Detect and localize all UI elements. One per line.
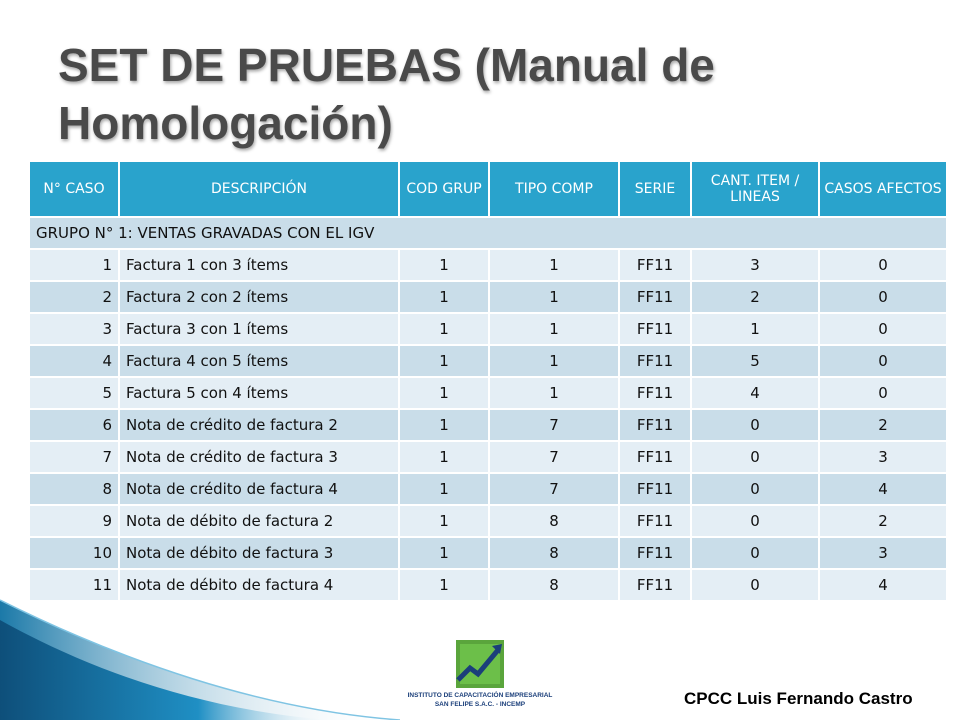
- table-cell: 0: [691, 505, 819, 537]
- table-cell: 11: [29, 569, 119, 601]
- table-cell: 3: [691, 249, 819, 281]
- table-cell: 2: [819, 409, 947, 441]
- decorative-swoosh: [0, 560, 400, 720]
- table-cell: 4: [29, 345, 119, 377]
- table-cell: Factura 5 con 4 ítems: [119, 377, 399, 409]
- table-cell: Factura 1 con 3 ítems: [119, 249, 399, 281]
- table-cell: 2: [819, 505, 947, 537]
- table-cell: Nota de crédito de factura 3: [119, 441, 399, 473]
- column-header: TIPO COMP: [489, 161, 619, 217]
- table-cell: Factura 3 con 1 ítems: [119, 313, 399, 345]
- table-cell: 3: [819, 441, 947, 473]
- table-cell: 0: [819, 281, 947, 313]
- rising-chart-logo-icon: [400, 636, 560, 692]
- table-cell: 1: [399, 281, 489, 313]
- slide-title: SET DE PRUEBAS (Manual de Homologación): [58, 39, 715, 149]
- table-cell: 0: [819, 313, 947, 345]
- table-cell: 1: [29, 249, 119, 281]
- table-cell: FF11: [619, 377, 691, 409]
- table-cell: FF11: [619, 505, 691, 537]
- table-cell: 0: [691, 409, 819, 441]
- table-cell: 1: [489, 377, 619, 409]
- table-cell: 5: [691, 345, 819, 377]
- table-cell: Nota de crédito de factura 4: [119, 473, 399, 505]
- table-cell: 0: [691, 537, 819, 569]
- table-cell: FF11: [619, 441, 691, 473]
- column-header: CANT. ITEM / LINEAS: [691, 161, 819, 217]
- table-cell: 1: [399, 569, 489, 601]
- table-row: [29, 377, 947, 409]
- table-header: [29, 161, 947, 217]
- table-cell: 1: [399, 409, 489, 441]
- table-cell: 2: [691, 281, 819, 313]
- table-body: [29, 217, 947, 601]
- table-cell: 10: [29, 537, 119, 569]
- table-cell: FF11: [619, 409, 691, 441]
- table-row: [29, 313, 947, 345]
- group-label: GRUPO N° 1: VENTAS GRAVADAS CON EL IGV: [29, 217, 947, 249]
- table-cell: Nota de débito de factura 2: [119, 505, 399, 537]
- column-header: COD GRUP: [399, 161, 489, 217]
- table-cell: 0: [819, 249, 947, 281]
- table-cell: FF11: [619, 281, 691, 313]
- table-cell: FF11: [619, 345, 691, 377]
- table-row: [29, 441, 947, 473]
- table-cell: 1: [489, 345, 619, 377]
- table-row: [29, 281, 947, 313]
- author-credit: CPCC Luis Fernando Castro: [684, 689, 913, 708]
- table-cell: 7: [489, 441, 619, 473]
- table-cell: 1: [399, 377, 489, 409]
- table-cell: FF11: [619, 313, 691, 345]
- table-cell: 1: [399, 505, 489, 537]
- test-cases-table: [28, 160, 948, 602]
- table-cell: Nota de crédito de factura 2: [119, 409, 399, 441]
- table-cell: 0: [819, 345, 947, 377]
- table-cell: 0: [819, 377, 947, 409]
- table-cell: FF11: [619, 249, 691, 281]
- table-cell: 7: [489, 409, 619, 441]
- table-cell: FF11: [619, 569, 691, 601]
- table-cell: 0: [691, 473, 819, 505]
- table-cell: Nota de débito de factura 4: [119, 569, 399, 601]
- table-cell: 3: [29, 313, 119, 345]
- table-cell: 8: [489, 537, 619, 569]
- table-cell: Nota de débito de factura 3: [119, 537, 399, 569]
- table-cell: FF11: [619, 537, 691, 569]
- logo-line-2: SAN FELIPE S.A.C. - INCEMP: [434, 701, 526, 708]
- table-cell: 8: [29, 473, 119, 505]
- table-cell: 7: [489, 473, 619, 505]
- table-cell: Factura 2 con 2 ítems: [119, 281, 399, 313]
- table-cell: 1: [691, 313, 819, 345]
- table-cell: 4: [691, 377, 819, 409]
- table-cell: 3: [819, 537, 947, 569]
- table-cell: 8: [489, 569, 619, 601]
- table-cell: 9: [29, 505, 119, 537]
- table-cell: FF11: [619, 473, 691, 505]
- table-cell: 1: [399, 249, 489, 281]
- table-cell: 7: [29, 441, 119, 473]
- table-row: [29, 473, 947, 505]
- table-cell: 1: [489, 249, 619, 281]
- table-cell: Factura 4 con 5 ítems: [119, 345, 399, 377]
- logo-line-1: INSTITUTO DE CAPACITACIÓN EMPRESARIAL: [407, 692, 553, 699]
- table-row: [29, 409, 947, 441]
- table-cell: 0: [691, 441, 819, 473]
- table-cell: 1: [399, 345, 489, 377]
- column-header: N° CASO: [29, 161, 119, 217]
- table-cell: 1: [399, 473, 489, 505]
- table-cell: 1: [489, 281, 619, 313]
- table-cell: 1: [399, 441, 489, 473]
- table-row: [29, 505, 947, 537]
- group-row: [29, 217, 947, 249]
- table-cell: 0: [691, 569, 819, 601]
- table-cell: 1: [399, 313, 489, 345]
- table-cell: 8: [489, 505, 619, 537]
- table-cell: 6: [29, 409, 119, 441]
- table-cell: 4: [819, 569, 947, 601]
- table-cell: 5: [29, 377, 119, 409]
- column-header: SERIE: [619, 161, 691, 217]
- header-row: [29, 161, 947, 217]
- table-cell: 2: [29, 281, 119, 313]
- institute-logo: [400, 636, 560, 716]
- column-header: DESCRIPCIÓN: [119, 161, 399, 217]
- table-row: [29, 345, 947, 377]
- table-row: [29, 249, 947, 281]
- column-header: CASOS AFECTOS: [819, 161, 947, 217]
- table-cell: 1: [489, 313, 619, 345]
- table-cell: 1: [399, 537, 489, 569]
- table-cell: 4: [819, 473, 947, 505]
